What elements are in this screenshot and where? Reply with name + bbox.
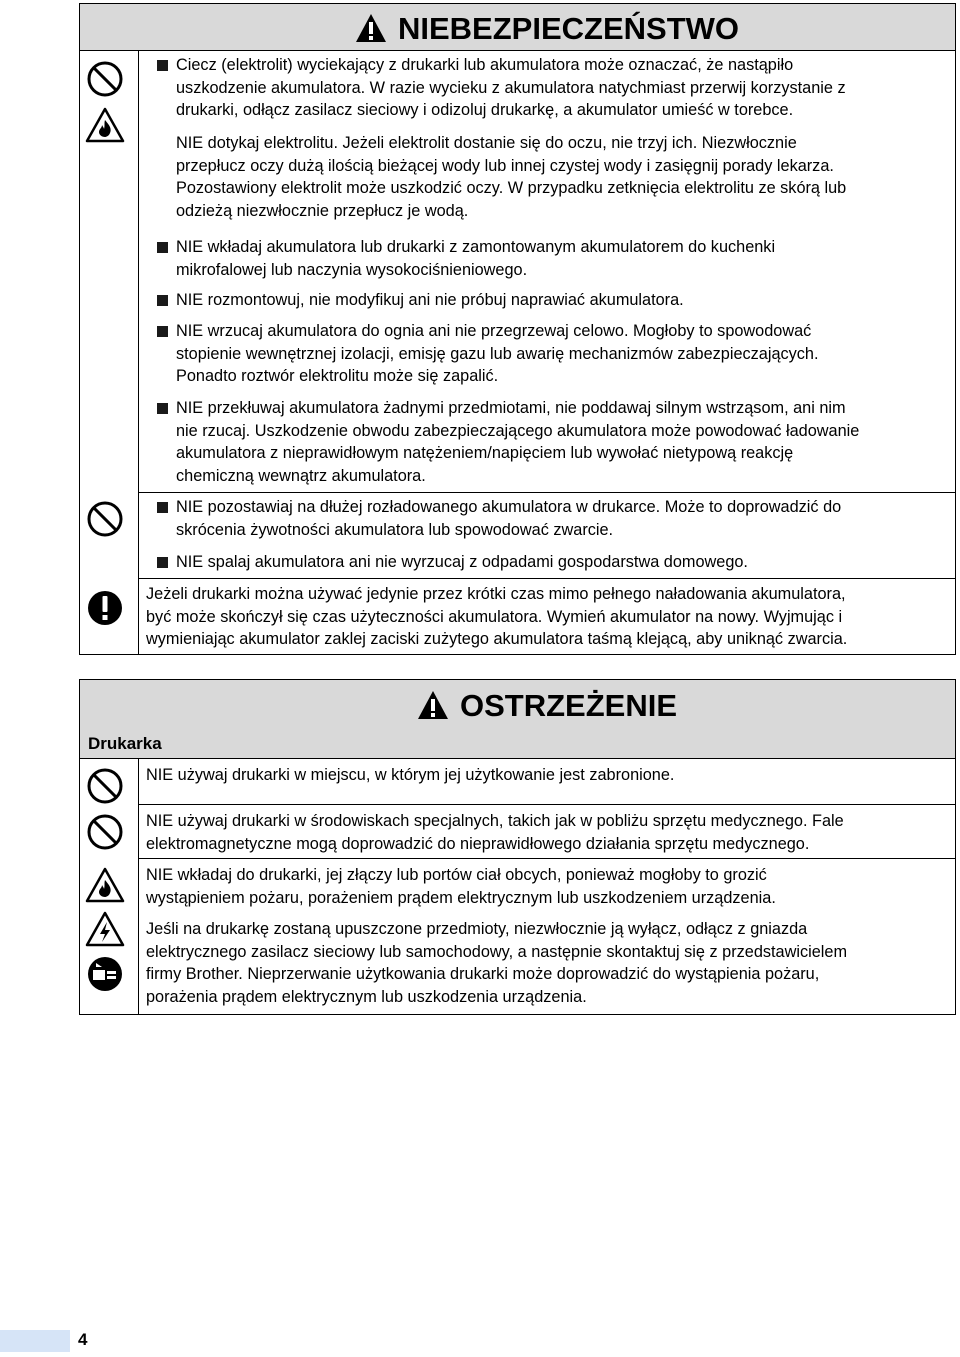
warning-panel (79, 679, 956, 1015)
warning-row-text: NIE używaj drukarki w środowiskach specjalnych, takich jak w pobliżu sprzętu medycznego. Fale elektromagnetyczne mogą doprowadzić do nieprawidłowego działania sprzętu medycznego. (146, 812, 844, 853)
prohibition-icon (85, 812, 125, 852)
prohibition-icon (85, 499, 125, 539)
bullet-marker (157, 557, 168, 568)
page-number: 4 (78, 1330, 88, 1349)
bullet-marker (157, 295, 168, 306)
list-item: NIE dotykaj elektrolitu. Jeżeli elektrolit dostanie się do oczu, nie trzyj ich. Niezwłocznie przepłucz oczy dużą ilością bieżącej wody lub innej czystej wody i zasięgnij porady lekarza. Pozostawiony elektrolit może uszkodzić oczy. W przypadku zetknięcia elektrolitu ze skórą lub odzieżą niezwłocznie przepłucz je wodą. (176, 134, 847, 220)
page-number-bar (0, 1330, 70, 1352)
warning-row (138, 758, 955, 804)
warning-row-text: NIE wkładaj do drukarki, jej złączy lub portów ciał obcych, ponieważ mogłoby to grozić wystąpieniem pożaru, porażeniem prądem elektrycznym lub uszkodzeniem urządzenia. Jeśli na drukarkę zostaną upuszczone przedmioty, niezwłocznie ją wyłącz, odłącz z gniazda elektrycznego zasilacz sieciowy lub samochodowy, a następnie skontaktuj się z przedstawicielem firmy Brother. Nieprzerwanie użytkowania drukarki może doprowadzić do wystąpienia pożaru, porażenia prądem elektrycznym lub uszkodzenia urządzenia. (146, 866, 848, 1006)
danger-row-divider (138, 492, 955, 493)
electric-shock-icon (84, 910, 126, 948)
list-item: NIE rozmontowuj, nie modyfikuj ani nie próbuj naprawiać akumulatora. (176, 291, 684, 309)
list-item: Ciecz (elektrolit) wyciekający z drukarki lub akumulatora może oznaczać, że nastąpiło uszkodzenie akumulatora. W razie wycieku z akumulatora natychmiast przerwij korzystanie z drukarki, odłącz zasilacz sieciowy i odizoluj drukarkę, a akumulator umieść w torebce. (176, 56, 846, 119)
danger-panel (79, 3, 956, 655)
danger-title (138, 11, 955, 45)
warning-title-text: OSTRZEŻENIE (459, 687, 677, 723)
list-item: NIE wrzucaj akumulatora do ognia ani nie przegrzewaj celowo. Mogłoby to spowodować stopienie wewnętrznej izolacji, emisję gazu lub awarię mechanizmów zabezpieczających. Ponadto roztwór elektrolitu może się zapalić. (176, 322, 819, 385)
danger-note: Jeżeli drukarki można używać jedynie przez krótki czas mimo pełnego naładowania akumulatora, być może skończył się czas użyteczności akumulatora. Wymień akumulator na nowy. Wyjmując i wymieniając akumulator zaklej zaciski zużytego akumulatora taśmą klejącą, aby uniknąć zwarcia. (146, 585, 848, 648)
fire-hazard-icon (84, 866, 126, 904)
list-item: NIE przekłuwaj akumulatora żadnymi przedmiotami, nie poddawaj silnym wstrząsom, ani nim nie rzucaj. Uszkodzenie obwodu zabezpieczającego akumulatora może powodować ładowanie akumulatora z nieprawidłowym natężeniem/napięciem lub wywołać nietypową reakcję chemiczną wewnątrz akumulatora. (176, 399, 860, 485)
list-item: NIE wkładaj akumulatora lub drukarki z zamontowanym akumulatorem do kuchenki mikrofalowej lub naczynia wysokociśnieniowego. (176, 238, 776, 279)
fire-hazard-icon (84, 106, 126, 144)
mandatory-exclamation-icon (85, 588, 125, 628)
bullet-marker (157, 60, 168, 71)
danger-title-text: NIEBEZPIECZEŃSTWO (397, 10, 739, 46)
list-item: NIE pozostawiaj na dłużej rozładowanego akumulatora w drukarce. Może to doprowadzić do skrócenia żywotności akumulatora lub spowodować zwarcie. (176, 498, 842, 539)
warning-row (138, 858, 955, 1014)
list-item: NIE spalaj akumulatora ani nie wyrzucaj z odpadami gospodarstwa domowego. (176, 553, 748, 571)
warning-row (138, 804, 955, 859)
warning-triangle-icon (354, 12, 388, 44)
warning-triangle-icon (416, 689, 450, 721)
bullet-marker (157, 502, 168, 513)
danger-note-row (138, 578, 955, 654)
warning-title (138, 687, 955, 723)
prohibition-icon (85, 59, 125, 99)
warning-row-text: NIE używaj drukarki w miejscu, w którym jej użytkowanie jest zabronione. (146, 766, 675, 784)
bullet-marker (157, 326, 168, 337)
section-label: Drukarka (88, 734, 162, 753)
prohibition-icon (85, 766, 125, 806)
unplug-icon (85, 954, 125, 994)
bullet-marker (157, 242, 168, 253)
bullet-marker (157, 403, 168, 414)
